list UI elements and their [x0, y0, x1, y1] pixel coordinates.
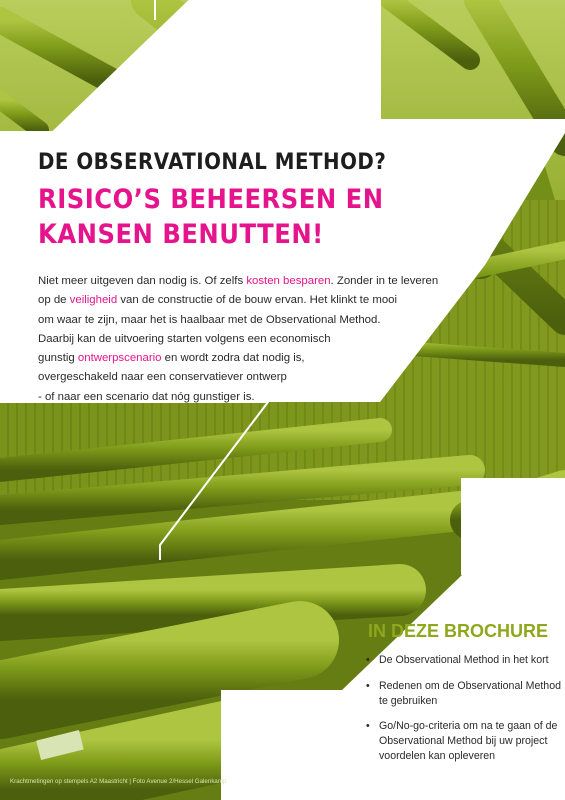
intro-line: Daarbij kan de uitvoering starten volgens een economisch — [38, 332, 331, 345]
intro-line: om waar te zijn, maar het is haalbaar met de Observational Method. — [38, 313, 381, 326]
list-item: • Redenen om de Observational Method te gebruiken — [366, 679, 565, 709]
heading-title-line-2: KANSEN BENUTTEN! — [38, 219, 324, 250]
intro-text: van de constructie of de bouw ervan. Het klinkt te mooi — [117, 294, 398, 307]
highlight-kosten-besparen: kosten besparen — [246, 275, 331, 287]
intro-text: en wordt zodra dat nodig is, — [161, 352, 305, 365]
highlight-veiligheid: veiligheid — [69, 294, 118, 307]
intro-text: . Zonder in te leveren — [330, 275, 439, 287]
intro-line — [38, 349, 468, 368]
heading-title — [38, 182, 384, 252]
intro-paragraph — [38, 272, 468, 407]
intro-text: Niet meer uitgeven dan nodig is. Of zelfs — [38, 275, 247, 287]
intro-line: - of naar een scenario dat nóg gunstiger is. — [38, 390, 255, 403]
intro-text: op de — [38, 294, 70, 307]
intro-line — [38, 272, 468, 291]
heading-question: DE OBSERVATIONAL METHOD? — [38, 150, 387, 175]
intro-line: overgeschakeld naar een conservatiever ontwerp — [38, 371, 287, 384]
list-item: • Go/No-go-criteria om na te gaan of de Observational Method bij uw project voordelen kan opleveren — [366, 719, 565, 763]
brochure-contents-list — [366, 653, 565, 775]
brochure-contents-title: IN DEZE BROCHURE — [368, 621, 549, 641]
intro-text: gunstig — [38, 352, 78, 365]
photo-caption: Krachtmetingen op stempels A2 Maastricht | Foto Avenue 2/Hessel Galenkamp — [10, 778, 227, 785]
heading-title-line-1: RISICO’S BEHEERSEN EN — [38, 184, 384, 215]
intro-line — [38, 291, 468, 310]
highlight-ontwerpscenario: ontwerpscenario — [77, 352, 162, 365]
list-item: • De Observational Method in het kort — [366, 653, 565, 668]
